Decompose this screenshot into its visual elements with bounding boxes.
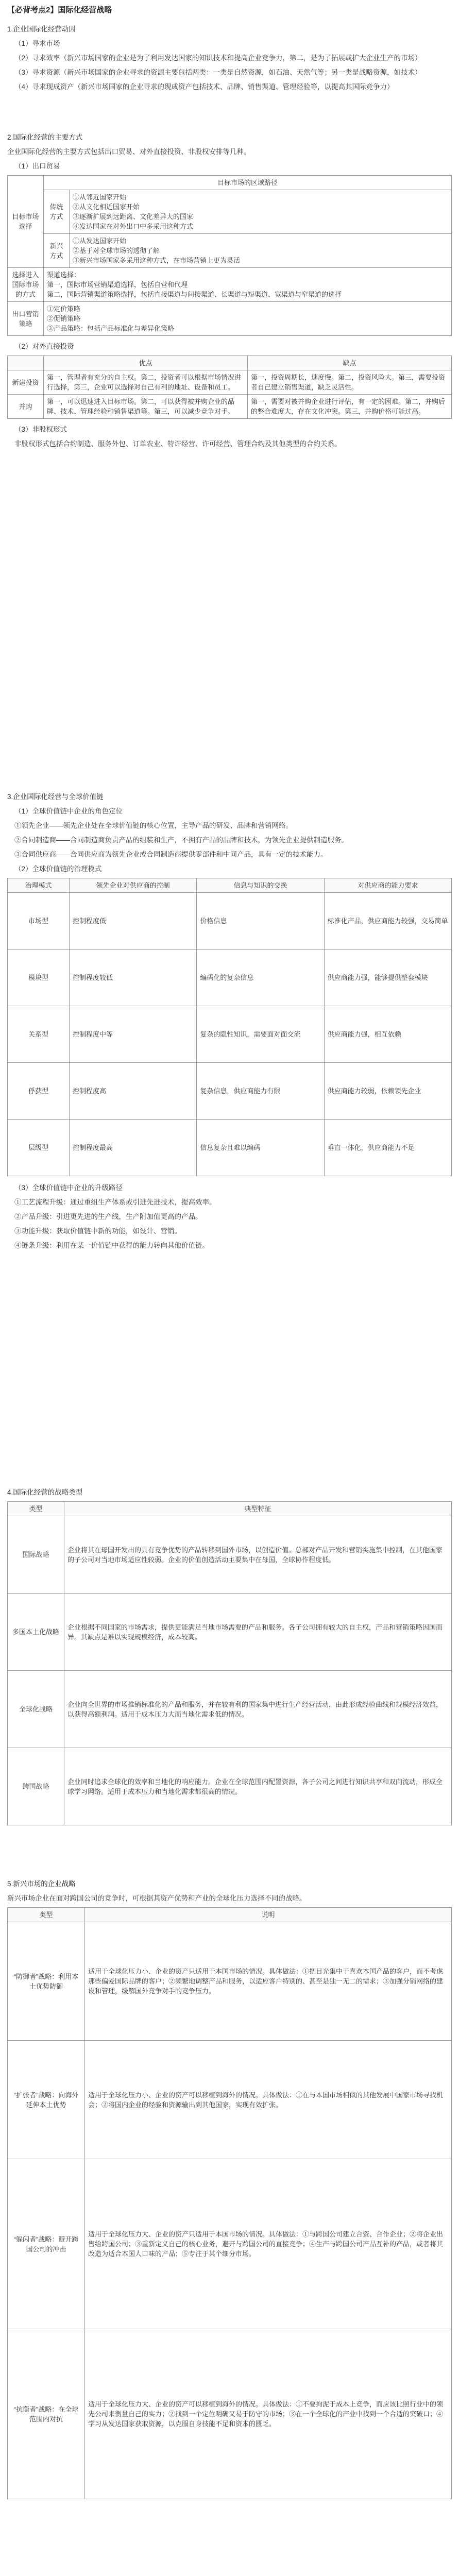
table-cell: “扩张者”战略：向海外延伸本土优势 [8,2041,85,2159]
table-cell: 目标市场的区域路径 [44,176,452,190]
paragraph: ③合同供应商——合同供应商为领先企业或合同制造商提供零部件和中间产品，具有一定的技术能力。 [14,851,328,858]
table-cell: 控制程度高 [70,1063,197,1120]
subheading: （2）对外直接投资 [14,343,74,350]
section-heading: 5.新兴市场的企业战略 [7,1880,76,1888]
table-cell: 层级型 [8,1120,70,1176]
emerging-strategy-table [7,1907,452,2499]
table-cell [70,234,452,268]
cell-line: ①从邻近国家开始 [73,193,127,201]
table-cell: 新兴方式 [44,234,70,268]
table-cell: 控制程度最高 [70,1120,197,1176]
section-emerging-market [7,1875,452,2499]
table-header: 优点 [44,356,248,370]
export-table [7,175,452,336]
table-cell [44,268,452,302]
table-cell: 模块型 [8,950,70,1006]
table-cell: 适用于全球化压力小、企业的资产可以移植到海外的情况。具体做法：①在与本国市场相似的其他发展中国家市场寻找机会；②将国内企业的经验和资源输出到其他国家，实现有效扩张。 [85,2041,452,2159]
cell-line: ②基于对全球市场的透彻了解 [73,247,160,255]
cell-line: 第二，国际营销渠道策略选择，包括直接渠道与间接渠道、长渠道与短渠道、宽渠道与窄渠道的选择 [47,291,342,298]
cell-line: ④发达国家在对外出口中多采用这种方式 [73,223,194,230]
table-cell: 信息复杂且难以编码 [197,1120,324,1176]
gvc-table [7,878,452,1176]
cell-line: ③产品策略：包括产品标准化与差异化策略 [47,325,175,332]
table-cell: 第一，需要对被并购企业进行评估，有一定的困难。第二，并购后的整合难度大，存在文化冲突。第三，并购价格可能过高。 [248,395,452,419]
section-modes [7,129,452,453]
table-header: 说明 [85,1908,452,1922]
table-header: 缺点 [248,356,452,370]
section-gvc [7,788,452,1255]
table-cell: 企业向全世界的市场推销标准化的产品和服务，并在较有利的国家集中进行生产经营活动，由此形成经验曲线和规模经济效益，以获得高额利润。适用于成本压力大而当地化需求低的情况。 [64,1671,452,1748]
motive-item: （3）寻求资源（新兴市场国家的企业寻求的资源主要包括两类：一类是自然资源，如石油、天然气等；另一类是战略资源，如技术） [14,69,422,76]
table-header: 对供应商的能力要求 [324,878,451,893]
section-intro: 新兴市场企业在面对跨国公司的竞争时，可根据其资产优势和产业的全球化压力选择不同的战略。 [7,1894,307,1902]
cell-line: ③新兴市场国家多采用这种方式，在市场营销上更为灵活 [73,257,241,264]
table-cell: 新建投资 [8,370,44,395]
motive-item: （4）寻求现成资产（新兴市场国家的企业寻求的现成资产包括技术、品牌、销售渠道、管理经验等，以提高其国际竞争力） [14,83,394,91]
cell-line: 渠道选择： [47,271,81,279]
cell-line: ①定价策略 [47,305,81,313]
fdi-table [7,355,452,419]
section-heading: 4.国际化经营的战略类型 [7,1488,83,1496]
table-header: 信息与知识的交换 [197,878,324,893]
table-cell: 第一，管理者有充分的自主权。第二，投资者可以根据市场情况进行选择，第三，企业可以选择对自己有利的地址、设备和员工。 [44,370,248,395]
cell-line: ③逐渐扩展到远距离、文化差异大的国家 [73,213,194,221]
section-heading: 1.企业国际化经营动因 [7,25,76,33]
table-cell: 全球化战略 [8,1671,64,1748]
paragraph: ②合同制造商——合同制造商负责产品的组装和生产，不拥有产品的品牌和技术，为领先企业提供制造服务。 [14,836,348,844]
paragraph: ①领先企业——领先企业处在全球价值链的核心位置，主导产品的研发、品牌和营销网络。 [14,822,293,829]
table-row [8,2159,452,2329]
table-cell: 选择进入国际市场的方式 [8,268,44,302]
table-cell: 供应商能力较弱，依赖领先企业 [324,1063,451,1120]
table-cell: 关系型 [8,1006,70,1063]
strategy-type-table [7,1501,452,1825]
table-row [8,2041,452,2159]
subheading: （1）出口贸易 [14,162,60,170]
table-cell: 编码化的复杂信息 [197,950,324,1006]
motive-item: （2）寻求效率（新兴市场国家的企业是为了利用发达国家的知识技术和提高企业竞争力，第二，是为了拓展或扩大企业生产的市场） [14,54,422,62]
table-cell: 第一，可以迅速进入目标市场。第二，可以获得被并购企业的品牌、技术、管理经验和销售渠道等。第三，可以减少竞争对手。 [44,395,248,419]
table-row [8,893,452,950]
table-row [8,1120,452,1176]
table-cell: 适用于全球化压力大、企业的资产可以移植到海外的情况。具体做法：①不要拘泥于成本上竞争，而应该比照行业中的领先公司来衡量自己的实力；②找到一个定位明确又易于防守的市场；③在一个全球化的产业中找到一个合适的突破口；④学习从发达国家获取资源，以克服自身技能不足和资本的匮乏。 [85,2329,452,2499]
table-cell: 多国本土化战略 [8,1594,64,1671]
table-row [8,370,452,395]
table-cell [70,190,452,234]
page-title: 【必背考点2】国际化经营战略 [7,6,112,14]
section-heading: 3.企业国际化经营与全球价值链 [7,793,104,801]
cell-line: 第一，国际市场营销渠道选择，包括自营和代理 [47,281,188,289]
table-cell: 价格信息 [197,893,324,950]
table-cell: 传统方式 [44,190,70,234]
table-header: 治理模式 [8,878,70,893]
table-cell: 俘获型 [8,1063,70,1120]
section-heading: 2.国际化经营的主要方式 [7,133,83,141]
table-row [8,950,452,1006]
table-cell: 复杂信息，供应商能力有限 [197,1063,324,1120]
cell-line: ①从发达国家开始 [73,237,127,245]
table-cell: 适用于全球化压力大、企业的资产只适用于本国市场的情况。具体做法：①与跨国公司建立合资、合作企业；②将企业出售给跨国公司；③重新定义自己的核心业务，避开与跨国公司的直接竞争；④生产与跨国公司产品互补的产品，或者将其改造为适合本国人口味的产品；⑤专注于某个细分市场。 [85,2159,452,2329]
table-header: 典型特征 [64,1502,452,1516]
subheading: （1）全球价值链中企业的角色定位 [14,807,123,815]
table-cell: 控制程度低 [70,893,197,950]
section-strategy-types [7,1484,452,1825]
paragraph: ①工艺流程升级：通过重组生产体系或引进先进技术，提高效率。 [14,1198,216,1206]
table-cell: 市场型 [8,893,70,950]
table-cell: 国际战略 [8,1516,64,1594]
table-header [8,356,44,370]
table-cell: 控制程度中等 [70,1006,197,1063]
table-row [8,1922,452,2041]
table-cell: 标准化产品，供应商能力较强，交易简单 [324,893,451,950]
table-cell: 复杂的隐性知识，需要面对面交流 [197,1006,324,1063]
subheading: （3）全球价值链中企业的升级路径 [14,1184,123,1192]
table-cell: 目标市场选择 [8,176,44,268]
paragraph: 非股权形式包括合约制造、服务外包、订单农业、特许经营、许可经营、管理合约及其他类型的合约关系。 [14,440,342,448]
table-row [8,1516,452,1594]
table-header: 类型 [8,1502,64,1516]
paragraph: ③功能升级：获取价值链中新的功能，如设计、营销。 [14,1227,181,1235]
section-intro: 企业国际化经营的主要方式包括出口贸易、对外直接投资、非股权安排等几种。 [7,148,251,156]
table-cell: 并购 [8,395,44,419]
table-cell [44,302,452,336]
cell-line: ②从文化相近国家开始 [73,203,140,211]
table-cell: 适用于全球化压力小、企业的资产只适用于本国市场的情况。具体做法：①把目光集中于喜欢本国产品的客户，而不考虑那些偏爱国际品牌的客户；②频繁地调整产品和服务，以适应客户特别的、甚至是独一无二的需求；③加强分销网络的建设和管理，缓解国外竞争对手的竞争压力。 [85,1922,452,2041]
paragraph: ②产品升级：引进更先进的生产线，生产附加值更高的产品。 [14,1213,202,1221]
table-header: 类型 [8,1908,85,1922]
table-cell: 企业同时追求全球化的效率和当地化的响应能力。企业在全球范围内配置资源，各子公司之间进行知识共享和双向流动，形成全球学习网络。适用于成本压力和当地化需求都很高的情况。 [64,1748,452,1825]
table-cell: 控制程度较低 [70,950,197,1006]
table-cell: “抗衡者”战略：在全球范围内对抗 [8,2329,85,2499]
table-cell: 垂直一体化，供应商能力不足 [324,1120,451,1176]
cell-line: ②促销策略 [47,315,81,323]
table-cell: 企业根据不同国家的市场需求，提供更能满足当地市场需要的产品和服务。各子公司拥有较大的自主权，产品和营销策略因国而异。其缺点是难以实现规模经济，成本较高。 [64,1594,452,1671]
subheading: （3）非股权形式 [14,426,67,433]
table-cell: “防御者”战略：利用本土优势防御 [8,1922,85,2041]
table-cell: 企业将其在母国开发出的具有竞争优势的产品转移到国外市场，以创造价值。总部对产品开发和营销实施集中控制，在其他国家的子公司对当地市场适应性较弱。企业的价值创造活动主要集中在母国，全球协作程度低。 [64,1516,452,1594]
table-cell: 供应商能力强，能够提供整套模块 [324,950,451,1006]
table-row [8,1748,452,1825]
table-cell: 出口营销策略 [8,302,44,336]
table-row [8,2329,452,2499]
table-header: 领先企业对供应商的控制 [70,878,197,893]
table-row [8,395,452,419]
table-row [8,1671,452,1748]
table-cell: “躲闪者”战略：避开跨国公司的冲击 [8,2159,85,2329]
motive-item: （1）寻求市场 [14,40,60,47]
table-cell: 跨国战略 [8,1748,64,1825]
table-cell: 供应商能力强，相互依赖 [324,1006,451,1063]
subheading: （2）全球价值链的治理模式 [14,865,102,873]
table-cell: 第一，投资周期长，速度慢。第二，投资风险大。第三，需要投资者自己建立销售渠道，缺乏灵活性。 [248,370,452,395]
table-row [8,1063,452,1120]
paragraph: ④链条升级：利用在某一价值链中获得的能力转向其他价值链。 [14,1242,209,1249]
table-row [8,1594,452,1671]
section-motives [7,21,452,96]
table-row [8,1006,452,1063]
